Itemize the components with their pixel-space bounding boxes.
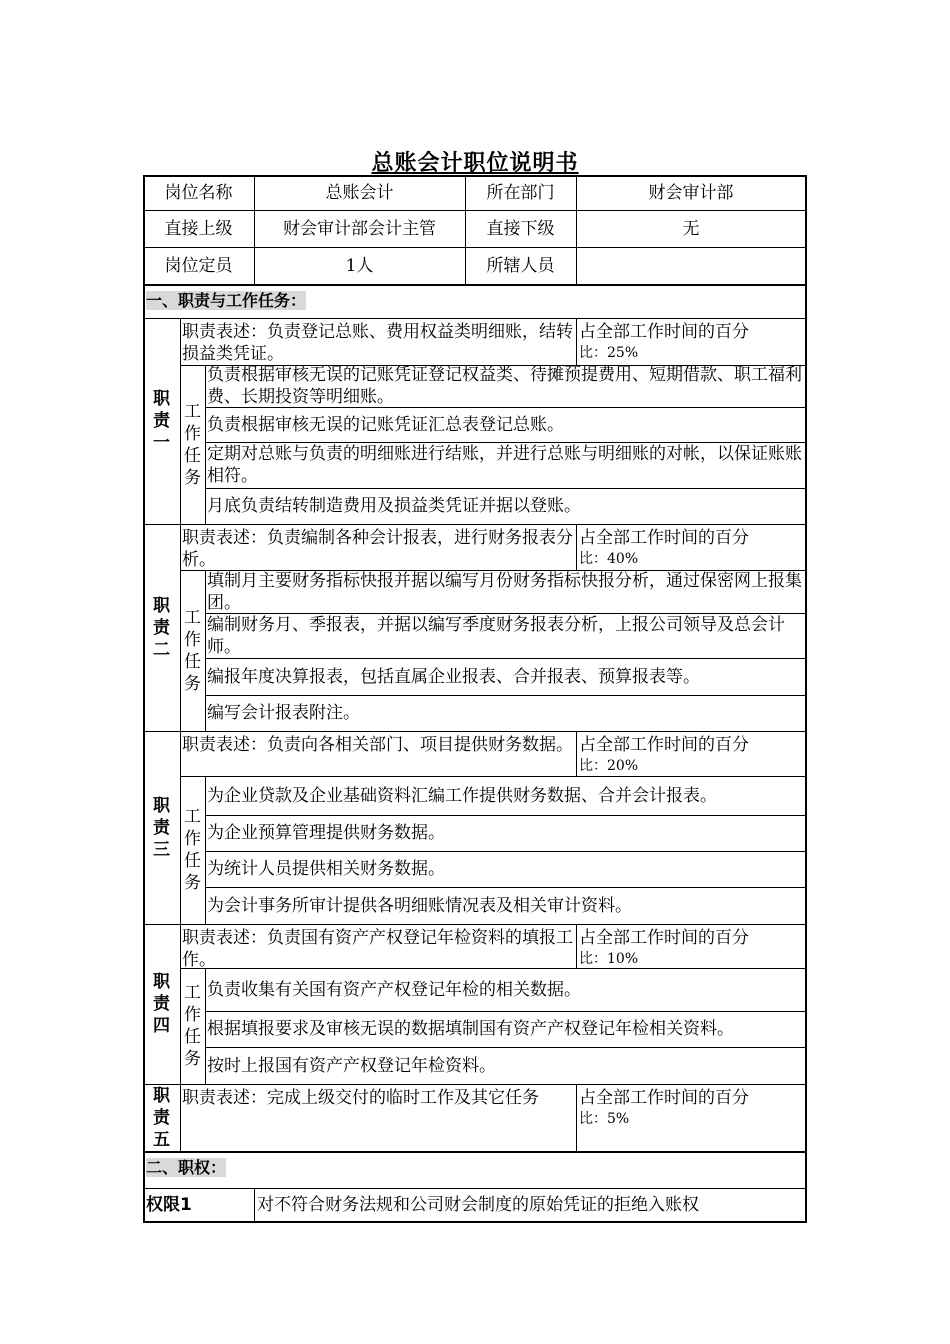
- work-task-item: 为企业预算管理提供财务数据。: [207, 823, 445, 843]
- work-task-label-text: 工作任务: [184, 983, 201, 1069]
- info-value: 财会审计部: [648, 182, 734, 203]
- work-task-label-text: 工作任务: [184, 401, 201, 488]
- table-rule: [205, 887, 806, 888]
- table-rule: [576, 318, 577, 365]
- page-title: 总账会计职位说明书: [371, 151, 579, 176]
- work-task-item: 按时上报国有资产产权登记年检资料。: [207, 1055, 496, 1076]
- duty-label-text: 职责五: [153, 1085, 170, 1150]
- duty-description: 职责表述：负责编制各种会计报表，进行财务报表分析。: [182, 528, 573, 570]
- percentage-line2: 比：25%: [579, 345, 639, 361]
- table-rule: [180, 365, 806, 366]
- section-header: [143, 1151, 806, 1188]
- table-rule: [205, 365, 206, 524]
- table-rule: [205, 442, 806, 443]
- table-rule: [180, 968, 806, 969]
- duty-label: [143, 924, 180, 1084]
- percentage-line1: 占全部工作时间的百分: [579, 735, 749, 755]
- info-label: 所在部门: [486, 182, 555, 203]
- work-task-label: [180, 570, 205, 731]
- percentage-line2: 比：10%: [579, 951, 639, 967]
- work-task-item: 为统计人员提供相关财务数据。: [207, 859, 445, 879]
- work-task-item: 定期对总账与负责的明细账进行结账，并进行总账与明细账的对帐，以保证账账相符。: [207, 444, 802, 486]
- work-task-item: 编制财务月、季报表，并据以编写季度财务报表分析，上报公司领导及总会计师。: [207, 614, 785, 657]
- percentage-line2: 比：5%: [579, 1111, 630, 1127]
- table-rule: [465, 175, 466, 284]
- work-task-item: 编报年度决算报表，包括直属企业报表、合并报表、预算报表等。: [207, 666, 700, 687]
- table-rule: [180, 731, 181, 924]
- percentage-line1: 占全部工作时间的百分: [579, 528, 749, 548]
- info-label: 所辖人员: [486, 255, 555, 276]
- work-task-label-text: 工作任务: [184, 607, 201, 694]
- duty-label: [143, 524, 180, 731]
- duty-label: [143, 731, 180, 924]
- work-task-label: [180, 776, 205, 924]
- table-rule: [205, 968, 206, 1084]
- info-value: 总账会计: [325, 182, 394, 203]
- info-value: 无: [682, 218, 700, 239]
- table-rule: [180, 524, 181, 731]
- duty-time-percentage: [576, 924, 806, 968]
- duty-label: [143, 318, 180, 524]
- duty-time-percentage: [576, 1084, 806, 1151]
- table-rule: [576, 524, 577, 570]
- section-header: [143, 284, 806, 318]
- info-label: 岗位名称: [164, 182, 233, 203]
- percentage-line1: 占全部工作时间的百分: [579, 928, 749, 948]
- table-rule: [205, 488, 806, 489]
- info-value: 财会审计部会计主管: [283, 218, 436, 239]
- info-value: [576, 247, 806, 284]
- duty-description: 职责表述：负责登记总账、费用权益类明细账，结转损益类凭证。: [182, 322, 573, 364]
- work-task-item: 负责根据审核无误的记账凭证汇总表登记总账。: [207, 414, 564, 435]
- table-rule: [143, 1151, 806, 1153]
- table-rule: [805, 175, 807, 1223]
- percentage-line1: 占全部工作时间的百分: [579, 322, 749, 342]
- table-rule: [205, 613, 806, 614]
- section-header-text: 二、职权：: [146, 1158, 227, 1177]
- work-task-item: 编写会计报表附注。: [207, 703, 360, 723]
- table-rule: [205, 1011, 806, 1012]
- duty-label-text: 职责三: [153, 795, 170, 860]
- table-rule: [205, 1047, 806, 1048]
- work-task-label: [180, 365, 205, 524]
- table-rule: [143, 1221, 806, 1223]
- table-rule: [205, 851, 806, 852]
- table-rule: [180, 924, 181, 1084]
- duty-time-percentage: [576, 318, 806, 365]
- table-rule: [180, 318, 181, 524]
- duty-label-text: 职责四: [153, 972, 170, 1036]
- info-label: 岗位定员: [164, 255, 233, 276]
- table-rule: [205, 815, 806, 816]
- work-task-item: 负责根据审核无误的记账凭证登记权益类、待摊预提费用、短期借款、职工福利费、长期投资等明细账。: [207, 365, 802, 407]
- duty-label: [143, 1084, 180, 1151]
- duty-description: 职责表述：负责国有资产产权登记年检资料的填报工作。: [182, 928, 573, 970]
- duty-label-text: 职责一: [153, 389, 170, 453]
- percentage-line2: 比：20%: [579, 758, 639, 774]
- table-rule: [254, 1188, 255, 1222]
- table-rule: [180, 570, 806, 571]
- authority-label: 权限1: [146, 1195, 192, 1215]
- work-task-item: 负责收集有关国有资产产权登记年检的相关数据。: [207, 979, 581, 1000]
- authority-text: 对不符合财务法规和公司财会制度的原始凭证的拒绝入账权: [257, 1195, 699, 1215]
- work-task-item: 为会计事务所审计提供各明细账情况表及相关审计资料。: [207, 895, 632, 916]
- table-rule: [254, 175, 255, 284]
- work-task-item: 月底负责结转制造费用及损益类凭证并据以登账。: [207, 496, 581, 516]
- duty-label-text: 职责二: [153, 595, 170, 660]
- table-rule: [143, 247, 806, 248]
- table-rule: [143, 175, 145, 1223]
- duty-description: 职责表述：负责向各相关部门、项目提供财务数据。: [182, 735, 573, 755]
- table-rule: [143, 210, 806, 211]
- percentage-line2: 比：40%: [579, 551, 639, 567]
- work-task-item: 根据填报要求及审核无误的数据填制国有资产产权登记年检相关资料。: [207, 1019, 734, 1039]
- table-rule: [576, 924, 577, 968]
- table-rule: [576, 175, 577, 284]
- table-rule: [205, 776, 206, 924]
- work-task-item: 为企业贷款及企业基础资料汇编工作提供财务数据、合并会计报表。: [207, 785, 717, 806]
- table-rule: [205, 407, 806, 408]
- table-rule: [576, 731, 577, 776]
- duty-description: 职责表述：完成上级交付的临时工作及其它任务: [182, 1088, 539, 1108]
- table-rule: [180, 1084, 181, 1151]
- table-rule: [205, 570, 206, 731]
- work-task-label-text: 工作任务: [184, 807, 201, 893]
- duty-time-percentage: [576, 524, 806, 570]
- info-label: 直接下级: [486, 218, 555, 239]
- table-rule: [205, 695, 806, 696]
- work-task-label: [180, 968, 205, 1084]
- table-rule: [143, 175, 806, 177]
- table-rule: [576, 1084, 577, 1151]
- info-value: 1人: [345, 255, 374, 276]
- table-rule: [205, 658, 806, 659]
- section-header-text: 一、职责与工作任务：: [146, 291, 307, 310]
- table-rule: [180, 776, 806, 777]
- work-task-item: 填制月主要财务指标快报并据以编写月份财务指标快报分析，通过保密网上报集团。: [207, 570, 802, 613]
- info-label: 直接上级: [164, 218, 233, 239]
- duty-time-percentage: [576, 731, 806, 776]
- percentage-line1: 占全部工作时间的百分: [579, 1088, 749, 1108]
